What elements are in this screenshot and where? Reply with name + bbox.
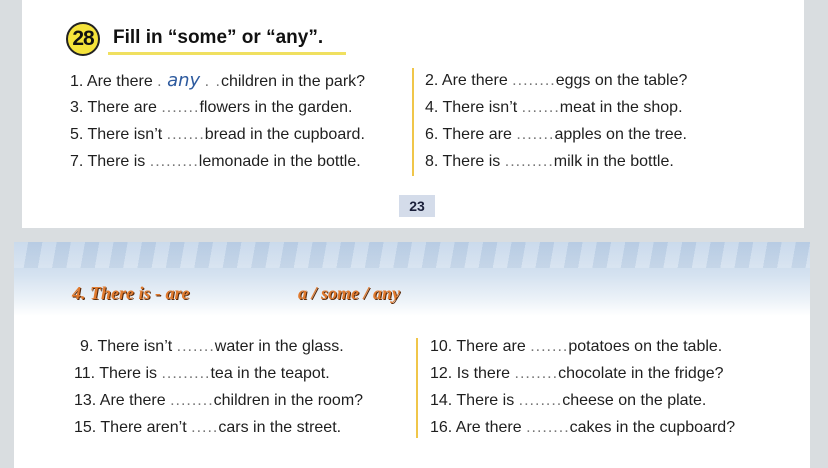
exercise-item-11: 11. There is .........tea in the teapot. — [74, 365, 330, 382]
section-subtitle: a / some / any — [298, 283, 400, 303]
answer-blank[interactable]: ....... — [530, 338, 569, 355]
title-highlight — [108, 52, 346, 55]
answer-blank[interactable]: ..... — [191, 419, 219, 436]
exercise-item-10: 10. There are .......potatoes on the table. — [430, 338, 723, 355]
page-number: 23 — [399, 195, 435, 217]
exercise-item-13: 13. Are there ........children in the room? — [74, 392, 364, 409]
answer-blank[interactable]: ....... — [521, 99, 560, 116]
exercise-title: Fill in “some” or “any”. — [113, 27, 324, 48]
exercise-item-16: 16. Are there ........cakes in the cupboard? — [430, 419, 736, 436]
column-divider — [412, 68, 414, 176]
section-title: 4. There is - are — [72, 283, 190, 303]
exercise-item-3: 3. There are .......flowers in the garden. — [70, 99, 353, 116]
answer-blank[interactable]: ....... — [166, 126, 205, 143]
header-band — [14, 242, 810, 316]
exercise-number-badge: 28 — [66, 22, 100, 56]
exercise-item-1: 1. Are there . any . .children in the park? — [70, 70, 366, 91]
exercise-item-8: 8. There is .........milk in the bottle. — [425, 153, 674, 170]
answer-blank[interactable]: ........ — [518, 392, 563, 409]
answer-blank[interactable]: ......... — [161, 365, 211, 382]
exercise-item-14: 14. There is ........cheese on the plate. — [430, 392, 707, 409]
exercise-item-15: 15. There aren’t .....cars in the street. — [74, 419, 342, 436]
column-divider — [416, 338, 418, 438]
answer-blank[interactable]: ....... — [516, 126, 555, 143]
answer-blank[interactable]: ......... — [149, 153, 199, 170]
answer-blank[interactable]: ......... — [504, 153, 554, 170]
exercise-item-7: 7. There is .........lemonade in the bottle. — [70, 153, 361, 170]
exercise-item-2: 2. Are there ........eggs on the table? — [425, 72, 688, 89]
exercise-item-12: 12. Is there ........chocolate in the fridge? — [430, 365, 724, 382]
answer-blank[interactable]: ........ — [514, 365, 559, 382]
answer-blank[interactable]: ........ — [526, 419, 570, 436]
handwritten-answer: any — [167, 70, 201, 91]
exercise-item-5: 5. There isn’t .......bread in the cupboard. — [70, 126, 365, 143]
exercise-item-9: 9. There isn’t .......water in the glass. — [80, 338, 344, 355]
exercise-item-6: 6. There are .......apples on the tree. — [425, 126, 687, 143]
exercise-item-4: 4. There isn’t .......meat in the shop. — [425, 99, 683, 116]
answer-blank[interactable]: ........ — [170, 392, 214, 409]
answer-blank[interactable]: ....... — [176, 338, 215, 355]
answer-blank[interactable]: ....... — [161, 99, 200, 116]
answer-blank[interactable]: ........ — [512, 72, 556, 89]
